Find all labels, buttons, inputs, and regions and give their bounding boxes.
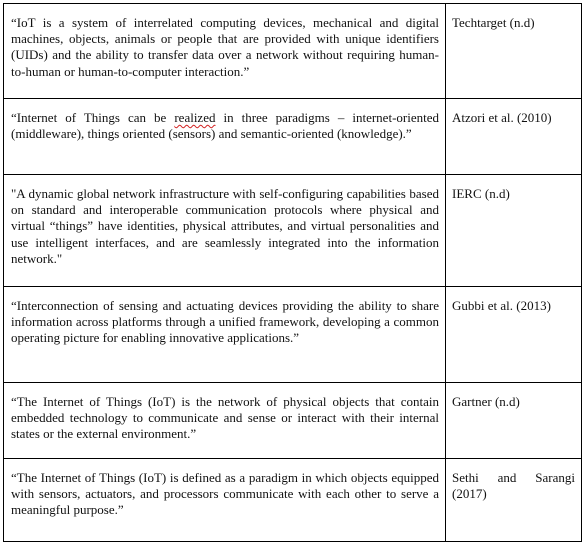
definition-quote[interactable] xyxy=(4,99,446,175)
definition-quote[interactable]: "A dynamic global network infrastructure with self-configuring capabilities based on standard and interoperable communication protocols where physical and virtual “things” have identities, physical attributes, and virtual personalities and use intelligent interfaces, and are seamlessly integrated into the information network." xyxy=(4,175,446,287)
quote-text: “Internet of Things can be xyxy=(11,110,175,125)
definition-source[interactable]: IERC (n.d) xyxy=(446,175,582,287)
quote-text: in three paradigms – internet-oriented (middleware), things oriented (sensors) and semantic-oriented (knowledge).” xyxy=(11,110,439,142)
definition-source[interactable]: Techtarget (n.d) xyxy=(446,4,582,99)
table-row xyxy=(4,175,582,287)
definition-source[interactable]: Gartner (n.d) xyxy=(446,383,582,459)
definition-quote[interactable]: “The Internet of Things (IoT) is the network of physical objects that contain embedded technology to communicate and sense or interact with their internal states or the external environment.” xyxy=(4,383,446,459)
definition-source[interactable]: Gubbi et al. (2013) xyxy=(446,287,582,383)
definition-source[interactable]: Sethi and Sarangi (2017) xyxy=(446,459,582,542)
definition-quote[interactable]: “Interconnection of sensing and actuating devices providing the ability to share information across platforms through a unified framework, developing a common operating picture for enabling innovative applications.” xyxy=(4,287,446,383)
table-row xyxy=(4,287,582,383)
table-row xyxy=(4,99,582,175)
iot-definitions-table xyxy=(3,3,582,542)
table-row xyxy=(4,4,582,99)
table-row xyxy=(4,383,582,459)
definition-quote[interactable]: “IoT is a system of interrelated computing devices, mechanical and digital machines, objects, animals or people that are provided with unique identifiers (UIDs) and the ability to transfer data over a network without requiring human-to-human or human-to-computer interaction.” xyxy=(4,4,446,99)
spellcheck-flagged-word[interactable]: realized xyxy=(174,110,216,125)
definition-quote[interactable]: “The Internet of Things (IoT) is defined as a paradigm in which objects equipped with sensors, actuators, and processors communicate with each other to serve a meaningful purpose.” xyxy=(4,459,446,542)
definition-source[interactable]: Atzori et al. (2010) xyxy=(446,99,582,175)
table-row xyxy=(4,459,582,542)
